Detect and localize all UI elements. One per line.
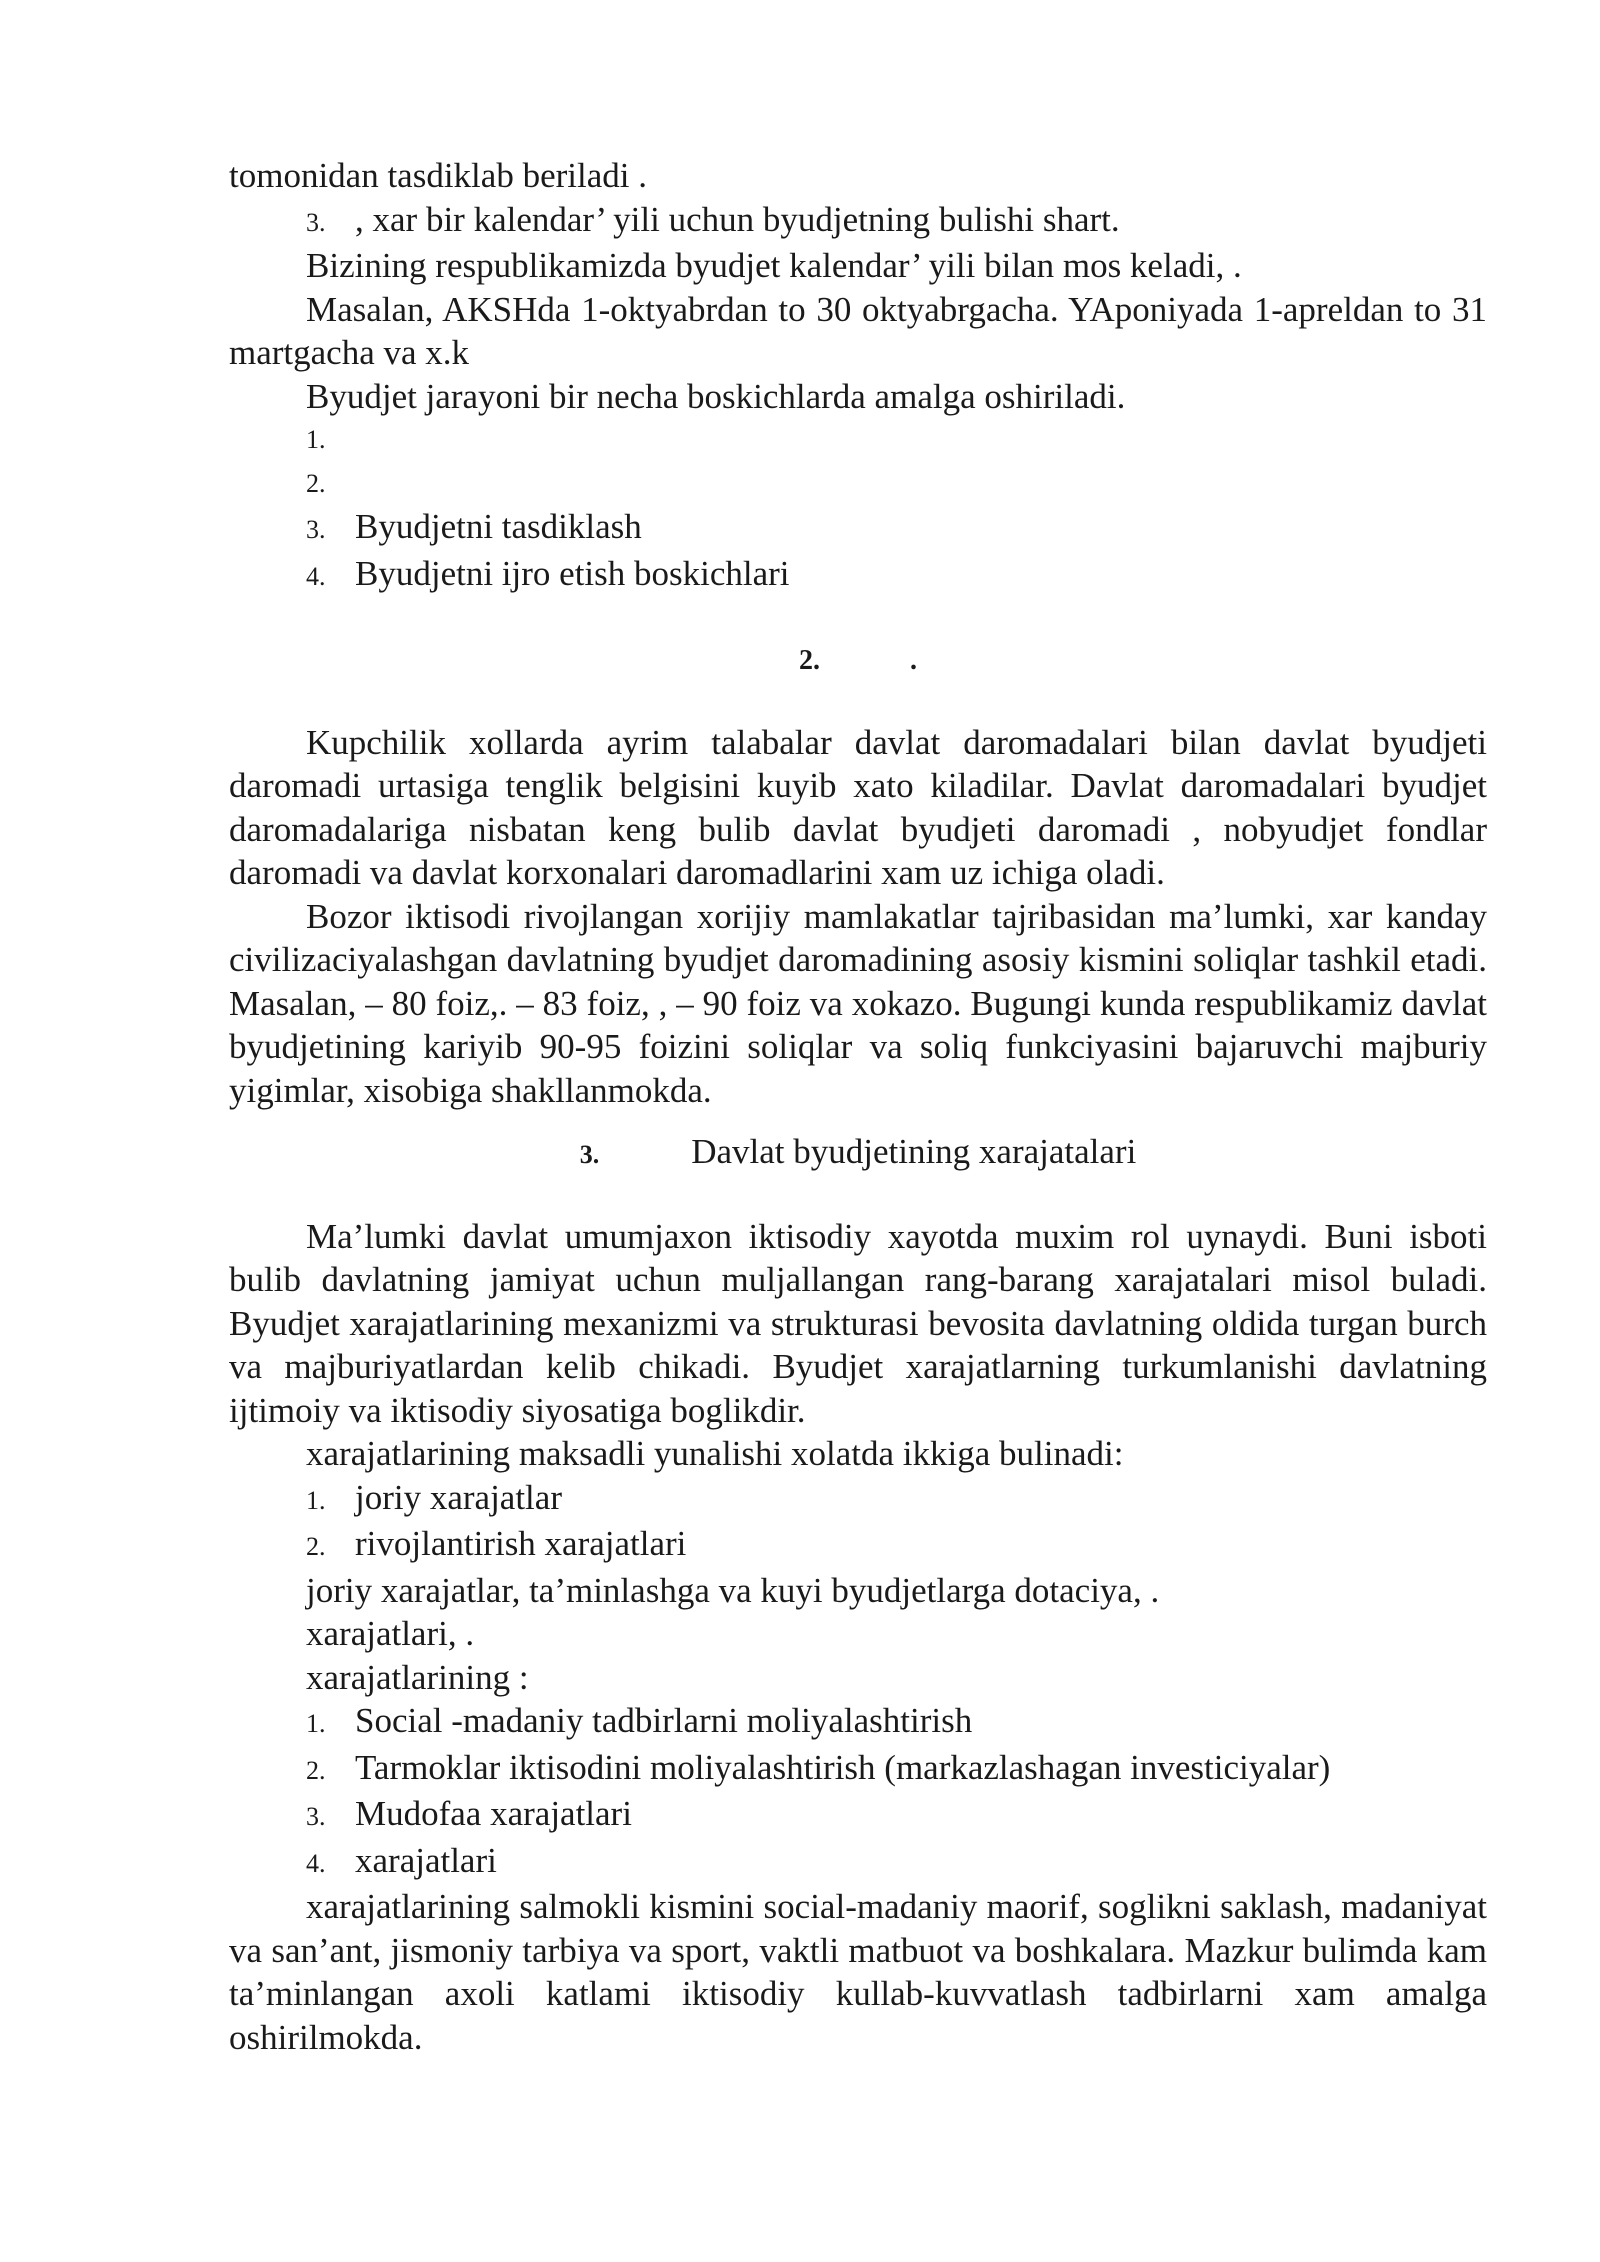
text-line: joriy xarajatlar, ta’minlashga va kuyi byudjetlarga dotaciya, . — [306, 1570, 1160, 1610]
expense-areas-list — [229, 1699, 1487, 1885]
list-item — [229, 1699, 1487, 1746]
document-body — [229, 154, 1487, 2059]
list-item — [229, 1476, 1487, 1523]
list-item — [229, 462, 1487, 506]
paragraph: Masalan, AKSHda 1-oktyabrdan to 30 oktyabrgacha. YAponiyada 1-apreldan to 31 martgacha va x.k — [229, 289, 1487, 372]
item-text: joriy xarajatlar — [355, 1477, 562, 1517]
section-heading — [229, 639, 1487, 683]
expense-types-list — [229, 1476, 1487, 1569]
item-text: Byudjetni ijro etish boskichlari — [355, 553, 790, 593]
text-line: xarajatlarining : — [306, 1657, 529, 1697]
item-text: Mudofaa xarajatlari — [355, 1794, 632, 1833]
item-text: , xar bir kalendar’ yili uchun byudjetning bulishi shart. — [355, 199, 1120, 239]
list-item — [229, 1792, 1487, 1839]
list-item — [229, 505, 1487, 552]
item-number: 1. — [306, 1709, 326, 1738]
stages-list — [229, 418, 1487, 598]
item-number: 3. — [306, 207, 326, 237]
paragraph: Bozor iktisodi rivojlangan xorijiy mamlakatlar tajribasidan ma’lumki, xar kanday civilizaciyalashgan davlatning byudjet daromadining asosiy kismini soliqlar tashkil etadi. Masalan, – 80 foiz,. – 83 foiz, , – 90 foiz va xokazo. Bugungi kunda respublikamiz davlat byudjetining kariyib 90-95 foizini soliqlar va soliq funkciyasini bajaruvchi majburiy yigimlar, xisobiga shakllanmokda. — [229, 896, 1487, 1110]
section-number: 3. — [579, 1140, 600, 1169]
item-number: 1. — [306, 1485, 326, 1515]
item-number: 2. — [306, 1755, 326, 1785]
text-line: xarajatlari, . — [306, 1614, 475, 1653]
section-heading — [229, 1130, 1487, 1177]
item-text: Tarmoklar iktisodini moliyalashtirish (markazlashagan investiciyalar) — [355, 1747, 1331, 1787]
paragraph: Ma’lumki davlat umumjaxon iktisodiy xayotda muxim rol uynaydi. Buni isboti bulib davlatning jamiyat uchun muljallangan rang-barang xarajatalari misol buladi. Byudjet xarajatlarining mexanizmi va strukturasi bevosita davlatning oldida turgan burch va majburiyatlardan kelib chikadi. Byudjet xarajatlarning turkumlanishi davlatning ijtimoiy va iktisodiy siyosatiga boglikdir. — [229, 1216, 1487, 1430]
item-number: 1. — [306, 425, 326, 454]
text-line: xarajatlarining maksadli yunalishi xolatda ikkiga bulinadi: — [306, 1434, 1124, 1473]
text-line: tomonidan tasdiklab beriladi . — [229, 156, 647, 195]
item-number: 2. — [306, 468, 326, 498]
item-text: rivojlantirish xarajatlari — [355, 1524, 687, 1563]
item-text: xarajatlari — [355, 1840, 497, 1880]
section-title: . — [910, 645, 917, 676]
section-title: Davlat byudjetining xarajatalari — [691, 1132, 1137, 1171]
numbered-item — [229, 198, 1487, 245]
item-text: Byudjetni tasdiklash — [355, 507, 642, 546]
list-item — [229, 1746, 1487, 1793]
paragraph: Kupchilik xollarda ayrim talabalar davlat daromadalari bilan davlat byudjeti daromadi urtasiga tenglik belgisini kuyib xato kiladilar. Davlat daromadalari byudjet daromadalariga nisbatan keng bulib davlat byudjeti daromadi , nobyudjet fondlar daromadi va davlat korxonalari daromadlarini xam uz ichiga oladi. — [229, 722, 1487, 892]
paragraph: xarajatlarining salmokli kismini social-madaniy maorif, soglikni saklash, madaniyat va san’ant, jismoniy tarbiya va sport, vaktli matbuot va boshkalara. Mazkur bulimda kam ta’minlangan axoli katlami iktisodiy kullab-kuvvatlash tadbirlarni xam amalga oshirilmokda. — [229, 1887, 1487, 2057]
list-item — [229, 1839, 1487, 1886]
list-item — [229, 418, 1487, 462]
text-line: Byudjet jarayoni bir necha boskichlarda amalga oshiriladi. — [306, 376, 1126, 416]
text-line: Bizining respublikamizda byudjet kalendar’ yili bilan mos keladi, . — [306, 246, 1242, 285]
item-number: 2. — [306, 1532, 326, 1561]
item-number: 4. — [306, 561, 326, 591]
item-number: 3. — [306, 1802, 326, 1831]
list-item — [229, 1522, 1487, 1569]
item-text: Social -madaniy tadbirlarni moliyalashtirish — [355, 1701, 973, 1740]
section-number: 2. — [799, 645, 820, 676]
item-number: 3. — [306, 515, 326, 544]
list-item — [229, 552, 1487, 599]
item-number: 4. — [306, 1848, 326, 1878]
